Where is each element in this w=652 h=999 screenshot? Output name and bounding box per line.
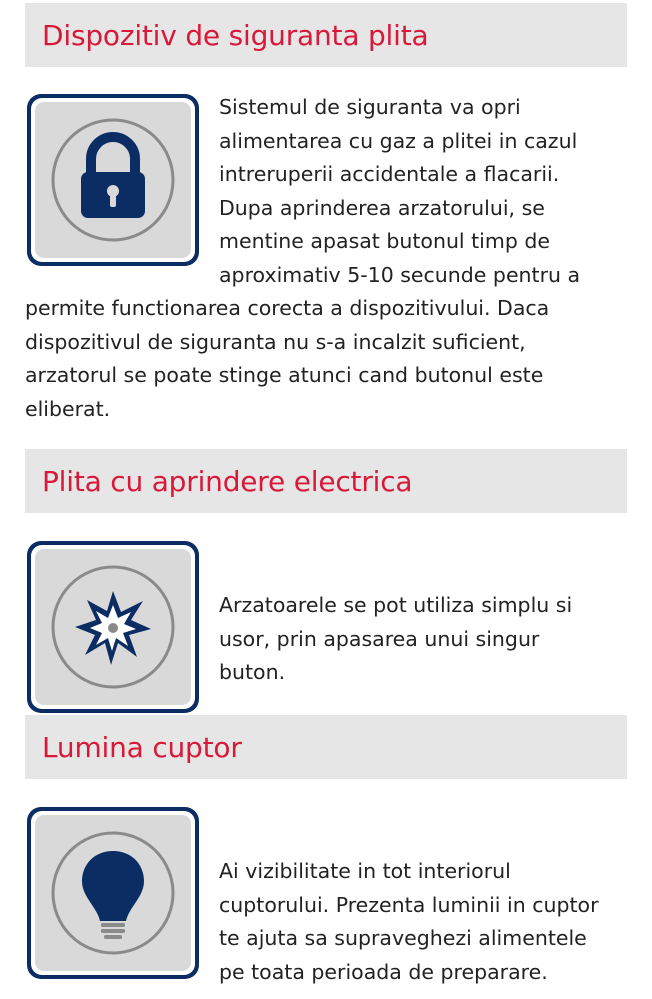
safety-text-line: mentine apasat butonul timp de [219,229,551,253]
safety-text-line: intreruperii accidentale a flacarii. [219,162,560,186]
light-text-line: Ai vizibilitate in tot interiorul [219,859,511,883]
section-header-electric-ignition [25,449,627,513]
section-title: Plita cu aprindere electrica [42,464,413,498]
safety-text-line: aproximativ 5-10 secunde pentru a [219,262,581,287]
light-text-line: cuptorului. Prezenta luminii in cuptor [219,892,599,917]
padlock-icon [25,92,201,268]
ignition-text-line: usor, prin apasarea unui singur [219,626,540,651]
section-title: Lumina cuptor [42,730,242,764]
safety-text-line: Dupa aprinderea arzatorului, se [219,195,545,220]
safety-text-line: alimentarea cu gaz a plitei in cazul [219,128,578,153]
section-title: Dispozitiv de siguranta plita [42,18,429,52]
safety-text-line: arzatorul se poate stinge atunci cand butonul este [25,363,544,387]
ignition-text-line: Arzatoarele se pot utiliza simplu si [219,593,573,617]
light-text-line: te ajuta sa supraveghezi alimentele [219,926,587,950]
safety-text-line: dispozitivul de siguranta nu s-a incalzit suficient, [25,329,526,354]
ignition-text-line: buton. [219,660,286,684]
lightbulb-icon [25,805,201,981]
spark-icon [25,539,201,715]
light-text-line: pe toata perioada de preparare. [219,959,548,984]
safety-text-line: permite functionarea corecta a dispozitivului. Daca [25,296,550,320]
safety-text-line: Sistemul de siguranta va opri [219,95,521,119]
section-header-safety-device [25,3,627,67]
safety-text-line: eliberat. [25,396,111,421]
section-header-oven-light [25,715,627,779]
